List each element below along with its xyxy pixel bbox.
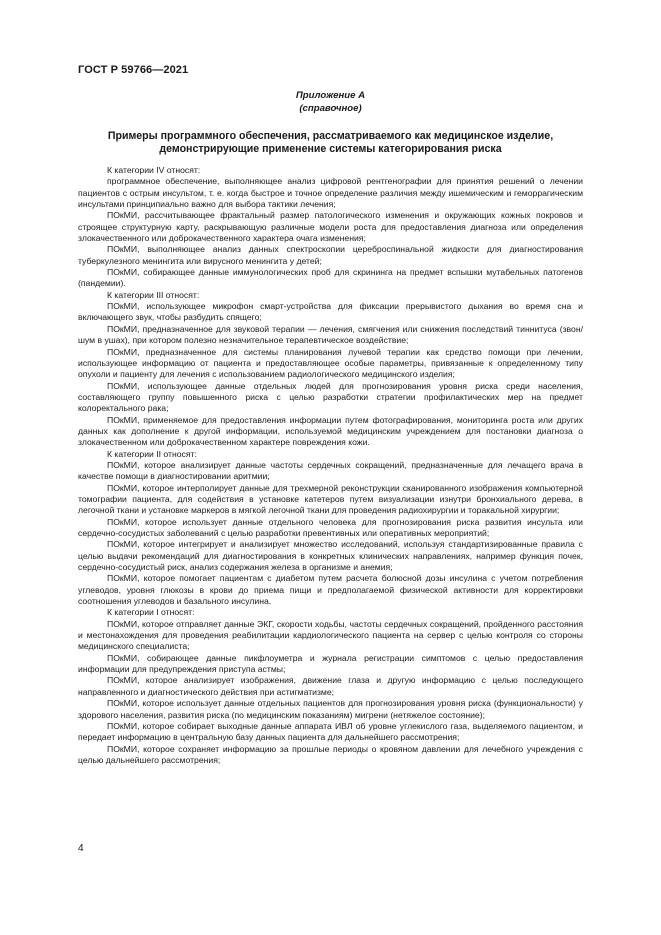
paragraph: ПОкМИ, использующее микрофон смарт-устройства для фиксации прерывистого дыхания во время сна и включающего звук, чтобы разбудить спящего;: [78, 301, 583, 323]
section-title-line-2: демонстрирующие применение системы категорирования риска: [159, 143, 502, 155]
category-iv-intro: К категории IV относят:: [107, 165, 201, 175]
paragraph: ПОкМИ, которое использует данные отдельного человека для прогнозирования риска развития инсульта или сердечно-сосудистых заболеваний с целью разработки превентивных или оперативных мероприятий;: [78, 516, 583, 538]
paragraph: ПОкМИ, рассчитывающее фрактальный размер патологического изменения и окружающих кожных покровов и строящее структурную карту, раскрывающую различные модели роста для предоставления диагноза или определения злокачественного или доброкачественного характера очага изменения;: [78, 210, 583, 244]
page-number: 4: [78, 843, 84, 854]
paragraph: ПОкМИ, которое использует данные отдельных пациентов для прогнозирования уровня риска (функциональности) у здорового населения, развития риска (по медицинским показаниям) мигрени (нетяжелое состояние);: [78, 698, 583, 720]
standard-header: ГОСТ Р 59766—2021: [78, 64, 189, 76]
appendix-heading: [78, 89, 583, 115]
paragraph: ПОкМИ, которое интегрирует и анализирует множество исследований, используя стандартизированные правила с целью выдачи рекомендаций для диагностирования в конкретных клинических направлениях, например функция почек, сердечно-сосудистый риск, анализ содержания железа в организме и анемия;: [78, 539, 583, 573]
paragraph: ПОкМИ, которое интерполирует данные для трехмерной реконструкции сканированного изображения компьютерной томографии пациента, для содействия в установке катетеров путем визуализации изнутри бронхиального дерева, в легочной ткани и установке маркеров в мягкой легочной ткани для проведения радиохирургии и торакальной хирургии;: [78, 482, 583, 516]
appendix-note: (справочное): [299, 103, 362, 114]
paragraph: ПОкМИ, собирающее данные иммунологических проб для скрининга на предмет вспышки мутабельных патогенов (пандемии).: [78, 267, 583, 289]
section-title: [78, 130, 583, 156]
paragraph: программное обеспечение, выполняющее анализ цифровой рентгенографии для принятия решений о лечении пациентов с острым инсультом, т. е. когда быстрое и точное определение различия между ишемическим и геморрагическим инсультами принципиально важно для выбора тактики лечения;: [78, 176, 583, 210]
appendix-title: Приложение А: [295, 90, 366, 101]
paragraph: ПОкМИ, которое помогает пациентам с диабетом путем расчета болюсной дозы инсулина с учетом потребления углеводов, уровня глюкозы в крови до приема пищи и предполагаемой физической активности для корректировки соотношения углеводов и базального инсулина.: [78, 573, 583, 607]
paragraph: ПОкМИ, использующее данные отдельных людей для прогнозирования уровня риска среди населения, составляющего группу повышенного риска с целью разработки стратегии профилактических мер на предмет колоректального рака;: [78, 380, 583, 414]
paragraph: ПОкМИ, которое отправляет данные ЭКГ, скорости ходьбы, частоты сердечных сокращений, пройденного расстояния и местонахождения для проведения реабилитации кардиологического пациента на сервер с целью контроля со стороны медицинского специалиста;: [78, 618, 583, 652]
category-iii-intro: К категории III относят:: [107, 289, 200, 300]
paragraph: ПОкМИ, которое собирает выходные данные аппарата ИВЛ об уровне углекислого газа, выделяемого пациентом, и передает информацию в центральную базу данных пациента для дальнейшего рассмотрения;: [78, 720, 583, 743]
category-ii-intro: К категории II относят:: [107, 448, 197, 459]
paragraph: ПОкМИ, предназначенное для системы планирования лучевой терапии как средство помощи при лечении, использующее информацию от пациента и предоставляющее особые параметры, привязанные к определенному типу опухоли и пациенту для лечения с использованием радиологического медицинского изделия;: [78, 346, 583, 380]
paragraph: ПОкМИ, предназначенное для звуковой терапии — лечения, смягчения или снижения последствий тиннитуса (звон/шум в ушах), при котором полезно незначительное терапевтическое воздействие;: [78, 323, 583, 346]
paragraph: ПОкМИ, которое анализирует изображения, движение глаза и другую информацию с целью последующего направленного и диагностического действия при астигматизме;: [78, 675, 583, 697]
paragraph: ПОкМИ, которое анализирует данные частоты сердечных сокращений, предназначенные для лечащего врача в качестве помощи в диагностировании аритмии;: [78, 459, 583, 482]
body-text: [78, 165, 583, 766]
section-title-line-1: Примеры программного обеспечения, рассматриваемого как медицинское изделие,: [107, 130, 554, 142]
paragraph: ПОкМИ, которое сохраняет информацию за прошлые периоды о кровяном давлении для лечебного учреждения с целью дальнейшего рассмотрения;: [78, 743, 583, 765]
paragraph: ПОкМИ, выполняющее анализ данных спектроскопии цереброспинальной жидкости для диагностирования туберкулезного менингита или вирусного менингита у детей;: [78, 244, 583, 266]
paragraph: ПОкМИ, собирающее данные пикфлоуметра и журнала регистрации симптомов с целью предоставления информации для предупреждения приступа астмы;: [78, 652, 583, 675]
category-i-intro: К категории I относят:: [107, 607, 195, 618]
paragraph: ПОкМИ, применяемое для предоставления информации путем фотографирования, мониторинга роста или других данных как дополнение к другой информации, используемой медицинским учреждением для постановки диагноза о злокачественном или доброкачественном характере повреждения кожи.: [78, 414, 583, 448]
